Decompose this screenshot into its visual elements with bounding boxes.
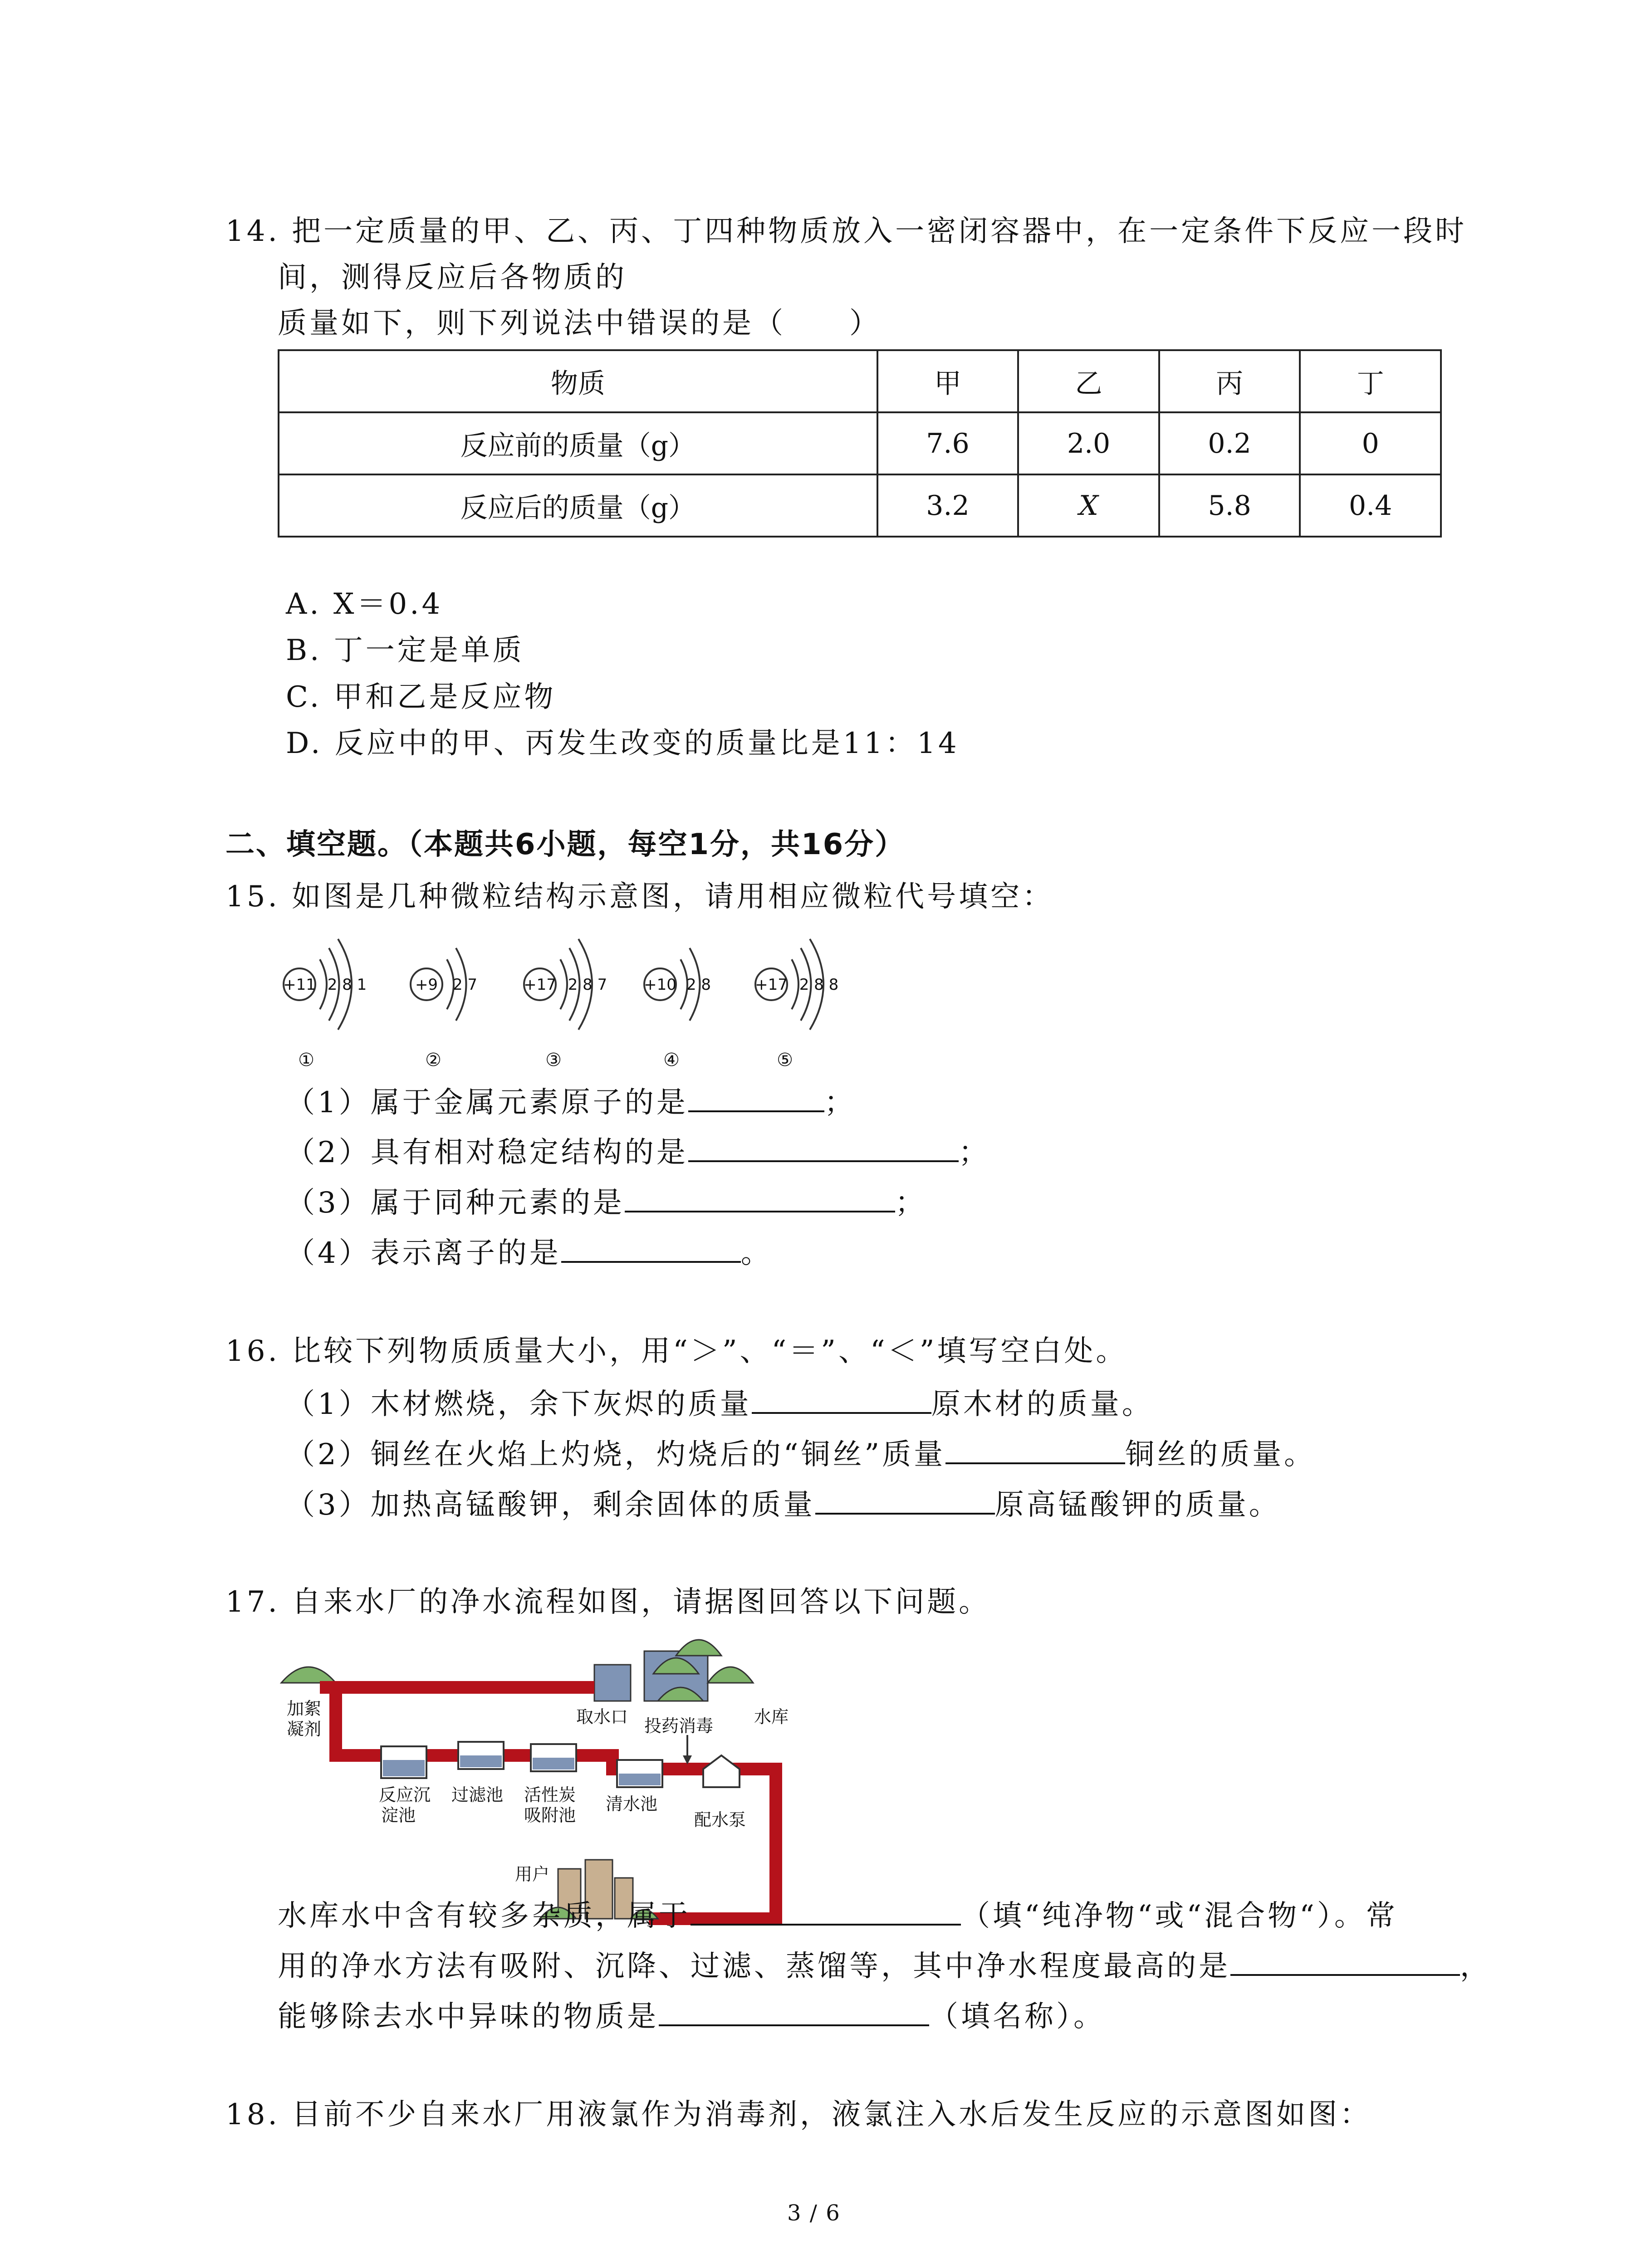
q15-sub2-text: （2）具有相对稳定结构的是 bbox=[286, 1136, 688, 1169]
q15-sub3 bbox=[286, 1185, 927, 1220]
q17-para-line1 bbox=[278, 1898, 1398, 1931]
diagram-label-carbon: 吸附池 bbox=[524, 1805, 576, 1825]
diagram-label-clearwater: 清水池 bbox=[606, 1794, 658, 1814]
table-cell: 0.2 bbox=[1159, 412, 1300, 474]
q15-sub2-end: ； bbox=[958, 1136, 990, 1169]
q15-sub4 bbox=[286, 1236, 773, 1268]
atom-structure-diagram bbox=[272, 921, 885, 1075]
q16-sub1-text: （1）木材燃烧，余下灰烬的质量 bbox=[286, 1388, 752, 1421]
q14-stem-line2: 间，测得反应后各物质的 bbox=[278, 261, 627, 294]
answer-blank[interactable] bbox=[688, 1085, 824, 1112]
q16-sub2 bbox=[286, 1437, 1316, 1469]
table-header-cell: 乙 bbox=[1018, 350, 1159, 412]
q14-stem-line3: 质量如下，则下列说法中错误的是（ ） bbox=[278, 307, 881, 340]
atom-shells: 2 8 8 bbox=[799, 976, 839, 994]
atom-nucleus: +10 bbox=[644, 976, 676, 994]
table-header-cell: 甲 bbox=[877, 350, 1019, 412]
table-header-cell: 丁 bbox=[1300, 350, 1441, 412]
answer-blank[interactable] bbox=[752, 1387, 931, 1414]
q16-sub2-text: （2）铜丝在火焰上灼烧，灼烧后的“铜丝”质量 bbox=[286, 1438, 946, 1471]
answer-blank[interactable] bbox=[945, 1437, 1125, 1464]
q14-option-a: A. X＝0.4 bbox=[286, 587, 443, 621]
table-header-row bbox=[279, 350, 1441, 412]
table-cell: 7.6 bbox=[877, 412, 1019, 474]
diagram-label-reservoir: 水库 bbox=[754, 1707, 789, 1727]
answer-blank[interactable] bbox=[691, 1898, 961, 1926]
q16-sub3 bbox=[286, 1487, 1281, 1520]
atom-shells: 2 8 1 bbox=[327, 976, 367, 994]
atom-shells: 2 7 bbox=[452, 976, 478, 994]
q15-sub3-end: ； bbox=[895, 1186, 927, 1220]
table-row bbox=[279, 474, 1441, 537]
q15-sub4-text: （4）表示离子的是 bbox=[286, 1237, 561, 1270]
q17-para-line2 bbox=[278, 1949, 1492, 1981]
diagram-label-sedimentation: 反应沉 bbox=[379, 1785, 431, 1805]
atom-label: ⑤ bbox=[777, 1050, 793, 1070]
diagram-label-pump: 配水泵 bbox=[694, 1810, 746, 1830]
q17-stem: 17. 自来水厂的净水流程如图，请据图回答以下问题。 bbox=[225, 1585, 991, 1619]
atom-nucleus: +17 bbox=[524, 976, 556, 994]
table-cell: 2.0 bbox=[1018, 412, 1159, 474]
diagram-label-carbon: 活性炭 bbox=[524, 1785, 576, 1805]
q15-sub1-text: （1）属于金属元素原子的是 bbox=[286, 1086, 688, 1119]
q16-sub1 bbox=[286, 1387, 1154, 1419]
diagram-label-intake: 取水口 bbox=[576, 1707, 628, 1727]
section-title: 二、填空题。（本题共6小题，每空1分，共16分） bbox=[225, 828, 906, 861]
q16-sub3-text: （3）加热高锰酸钾，剩余固体的质量 bbox=[286, 1488, 815, 1522]
q14-data-table bbox=[278, 349, 1442, 538]
table-cell: 0 bbox=[1300, 412, 1441, 474]
q17-text: （填名称）。 bbox=[929, 2000, 1105, 2033]
table-header-cell: 物质 bbox=[279, 350, 877, 412]
table-cell: 3.2 bbox=[877, 474, 1019, 537]
table-row bbox=[279, 412, 1441, 474]
answer-blank[interactable] bbox=[688, 1135, 959, 1162]
q14-option-d: D. 反应中的甲、丙发生改变的质量比是11：14 bbox=[286, 727, 960, 760]
table-cell: 0.4 bbox=[1300, 474, 1441, 537]
q14-option-c: C. 甲和乙是反应物 bbox=[286, 680, 556, 714]
atom-nucleus: +17 bbox=[755, 976, 788, 994]
page-number: 3 / 6 bbox=[787, 2200, 841, 2226]
q16-sub3-end: 原高锰酸钾的质量。 bbox=[994, 1488, 1281, 1522]
diagram-label-coagulant: 加絮 bbox=[287, 1699, 322, 1719]
q18-stem: 18. 目前不少自来水厂用液氯作为消毒剂，液氯注入水后发生反应的示意图如图： bbox=[225, 2098, 1372, 2131]
atom-shells: 2 8 7 bbox=[568, 976, 607, 994]
table-cell: 5.8 bbox=[1159, 474, 1300, 537]
atom-label: ④ bbox=[663, 1050, 680, 1070]
q17-text: 能够除去水中异味的物质是 bbox=[278, 2000, 659, 2033]
answer-blank[interactable] bbox=[561, 1236, 741, 1263]
q17-text: ， bbox=[1460, 1950, 1492, 1983]
atom-nucleus: +9 bbox=[415, 976, 438, 994]
q16-sub2-end: 铜丝的质量。 bbox=[1125, 1438, 1316, 1471]
q16-sub1-end: 原木材的质量。 bbox=[931, 1388, 1154, 1421]
q17-para-line3 bbox=[278, 1999, 1105, 2031]
atom-label: ① bbox=[298, 1050, 314, 1070]
atom-shells: 2 8 bbox=[686, 976, 711, 994]
q17-text: 水库水中含有较多杂质，属于 bbox=[278, 1899, 691, 1933]
q15-stem: 15. 如图是几种微粒结构示意图，请用相应微粒代号填空： bbox=[225, 880, 1054, 914]
q15-sub4-end: 。 bbox=[740, 1237, 773, 1270]
q17-text: 用的净水方法有吸附、沉降、过滤、蒸馏等，其中净水程度最高的是 bbox=[278, 1950, 1230, 1983]
q15-sub2 bbox=[286, 1135, 990, 1167]
diagram-label-sedimentation: 淀池 bbox=[381, 1805, 416, 1825]
q16-stem: 16. 比较下列物质质量大小，用“＞”、“＝”、“＜”填写空白处。 bbox=[225, 1334, 1128, 1368]
atom-nucleus: +11 bbox=[283, 976, 316, 994]
answer-blank[interactable] bbox=[625, 1185, 895, 1212]
atom-label: ② bbox=[425, 1050, 441, 1070]
table-header-cell: 丙 bbox=[1159, 350, 1300, 412]
answer-blank[interactable] bbox=[659, 1999, 929, 2026]
table-cell: 反应后的质量（g） bbox=[279, 474, 877, 537]
q15-sub1 bbox=[286, 1085, 856, 1117]
diagram-label-disinfect: 投药消毒 bbox=[644, 1716, 714, 1736]
answer-blank[interactable] bbox=[815, 1487, 995, 1515]
q17-text: （填“纯净物“或“混合物“）。常 bbox=[961, 1899, 1398, 1933]
diagram-label-filter: 过滤池 bbox=[451, 1785, 504, 1805]
diagram-label-coagulant: 凝剂 bbox=[287, 1719, 322, 1739]
q15-sub1-end: ； bbox=[824, 1086, 856, 1119]
q14-option-b: B. 丁一定是单质 bbox=[286, 634, 524, 667]
diagram-label-user: 用户 bbox=[515, 1864, 550, 1884]
atom-label: ③ bbox=[545, 1050, 562, 1070]
table-cell: 反应前的质量（g） bbox=[279, 412, 877, 474]
q14-stem-line1: 14. 把一定质量的甲、乙、丙、丁四种物质放入一密闭容器中，在一定条件下反应一段时 bbox=[225, 215, 1467, 248]
q15-sub3-text: （3）属于同种元素的是 bbox=[286, 1186, 625, 1220]
table-cell: X bbox=[1018, 474, 1159, 537]
answer-blank[interactable] bbox=[1230, 1949, 1460, 1976]
water-treatment-diagram bbox=[277, 1624, 798, 1932]
